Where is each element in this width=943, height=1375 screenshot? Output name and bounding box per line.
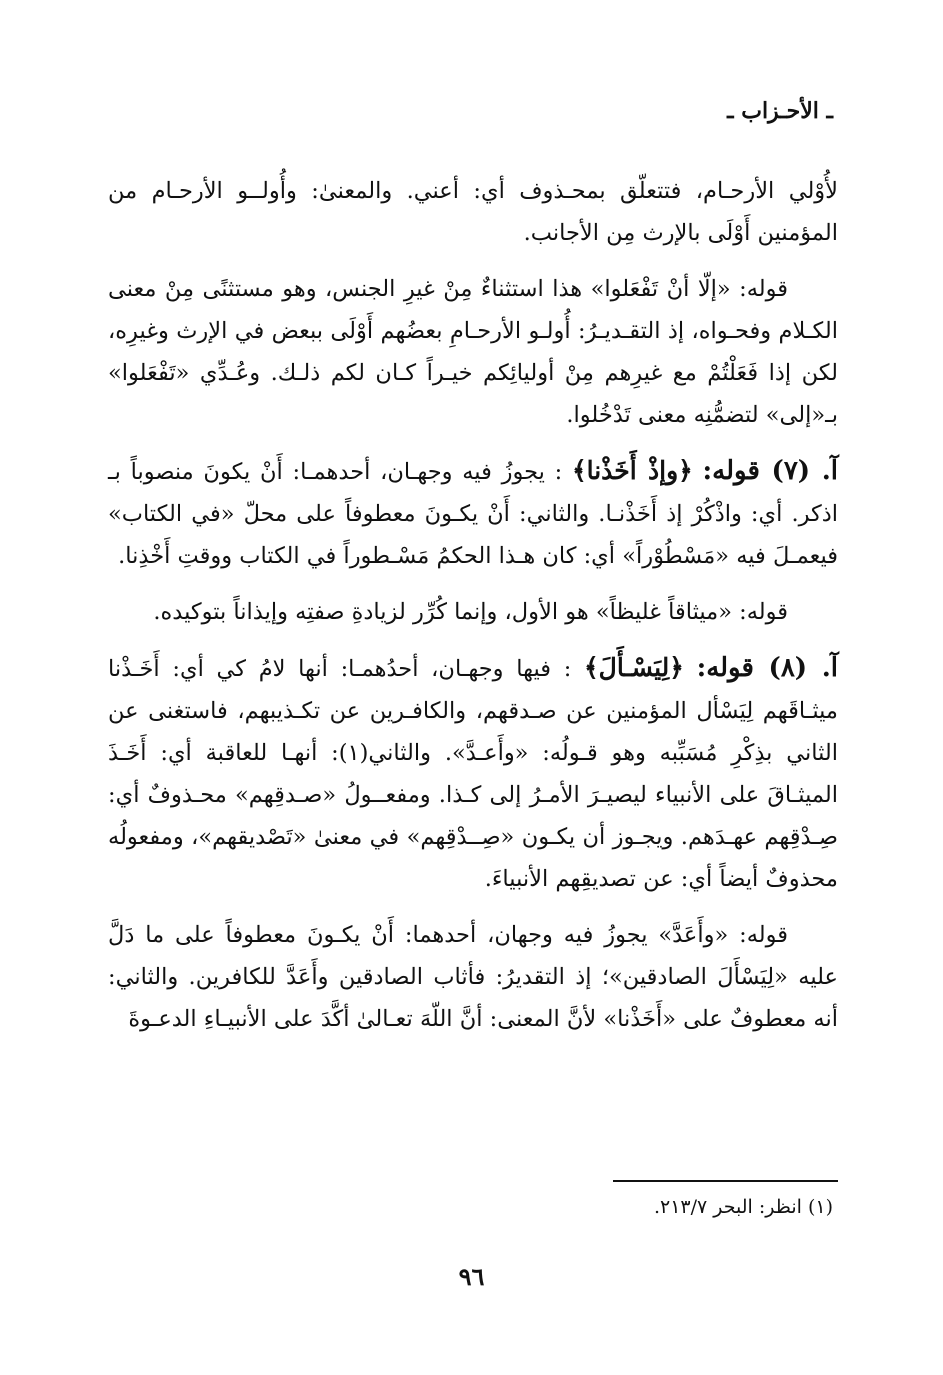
verse-number-8: آ. (٨) قوله: xyxy=(696,653,838,683)
quran-verse: ﴿وإذْ أَخَذْنا﴾ xyxy=(571,456,693,485)
paragraph-3-verse-7 xyxy=(108,450,838,577)
footnote-divider xyxy=(613,1180,838,1182)
paragraph-4: قوله: «ميثاقاً غليظاً» هو الأول، وإنما كُرِّر لزيادةِ صفتِه وإيذاناً بتوكيده. xyxy=(153,599,788,625)
paragraph-2: قوله: «إلّا أنْ تَفْعَلوا» هذا استثناءٌ مِنْ غيرِ الجنس، وهو مستثنًى مِنْ معنى الكـلام وفحـواه، إذ التقـديـرُ: أُولـو الأرحـامِ بعضُهم أَوْلَى ببعض في الإرث وغيرِه، لكن إذا فَعَلْتُمْ مع غيرِهم مِنْ أوليائِكم خيـراً كـان لكم ذلـك. وعُـدِّي «تَفْعَلوا» بـ«إلى» لتضمُّنِه معنى تَدْخُلوا. xyxy=(108,276,838,428)
running-header: ـ الأحـزاب ـ xyxy=(727,98,833,124)
paragraph-5-verse-8 xyxy=(108,647,838,900)
page-number: ٩٦ xyxy=(458,1262,485,1291)
paragraph-1: لأُوْلي الأرحـام، فتتعلّق بمحـذوف أي: أعني. والمعنىٰ: وأُولــو الأرحـام من المؤمنين أَوْلَى بالإرث مِن الأجانب. xyxy=(108,178,838,246)
paragraph-5-text: : فيها وجهـان، أحدُهمـا: أنها لامُ كي أي: أَخَـذْنا ميثـاقَهم لِيَسْأل المؤمنين عن صـدقهم، والكافـرين عن تكـذيبهم، فاستغنى عن الثاني بذِكْرِ مُسَبِّبه وهو قـولُه: «وأَعـدَّ». والثاني(١): أنهـا للعاقبة أي: أَخَـذَ الميثـاقَ على الأنبياء ليصيـرَ الأمـرُ إلى كـذا. ومفعــولُ «صـدقِهم» محـذوفٌ أي: صِـدْقِهم عهـدَهم. ويجـوز أن يكـون «صِــدْقِهم» في معنىٰ «تَصْديقهم»، ومفعولُه محذوفٌ أيضاً أي: عن تصديقِهم الأنبياءَ. xyxy=(108,656,838,892)
paragraph-6: قوله: «وأَعَدَّ» يجوزُ فيه وجهان، أحدهما: أَنْ يكـونَ معطوفاً على ما دَلَّ عليه «لِيَسْأَلَ الصادقين»؛ إذ التقديرُ: فأثاب الصادقين وأَعَدَّ للكافرين. والثاني: أنه معطوفٌ على «أَخَذْنا» لأنَّ المعنى: أنَّ اللّهَ تعـالىٰ أكَّدَ على الأنبيـاءِ الدعـوةَ xyxy=(108,922,838,1032)
footnote: (١) انظر: البحر ٢١٣/٧. xyxy=(653,1196,833,1218)
quran-verse: ﴿لِيَسْـأَلَ﴾ xyxy=(584,653,684,682)
main-text xyxy=(108,170,838,1054)
verse-number-7: آ. (٧) قوله: xyxy=(702,456,838,486)
paragraph-3-text: : يجوزُ فيه وجهـان، أحدهمـا: أَنْ يكونَ منصوباً بـ اذكر. أي: واذْكُرْ إذ أَخَذْنـا. والثاني: أَنْ يكـونَ معطوفاً على محلّ «في الكتاب» فيعمـلَ فيه «مَسْطُوْراً» أي: كان هـذا الحكمُ مَسْـطوراً في الكتاب ووقتِ أَخْذِنا. xyxy=(108,459,838,569)
